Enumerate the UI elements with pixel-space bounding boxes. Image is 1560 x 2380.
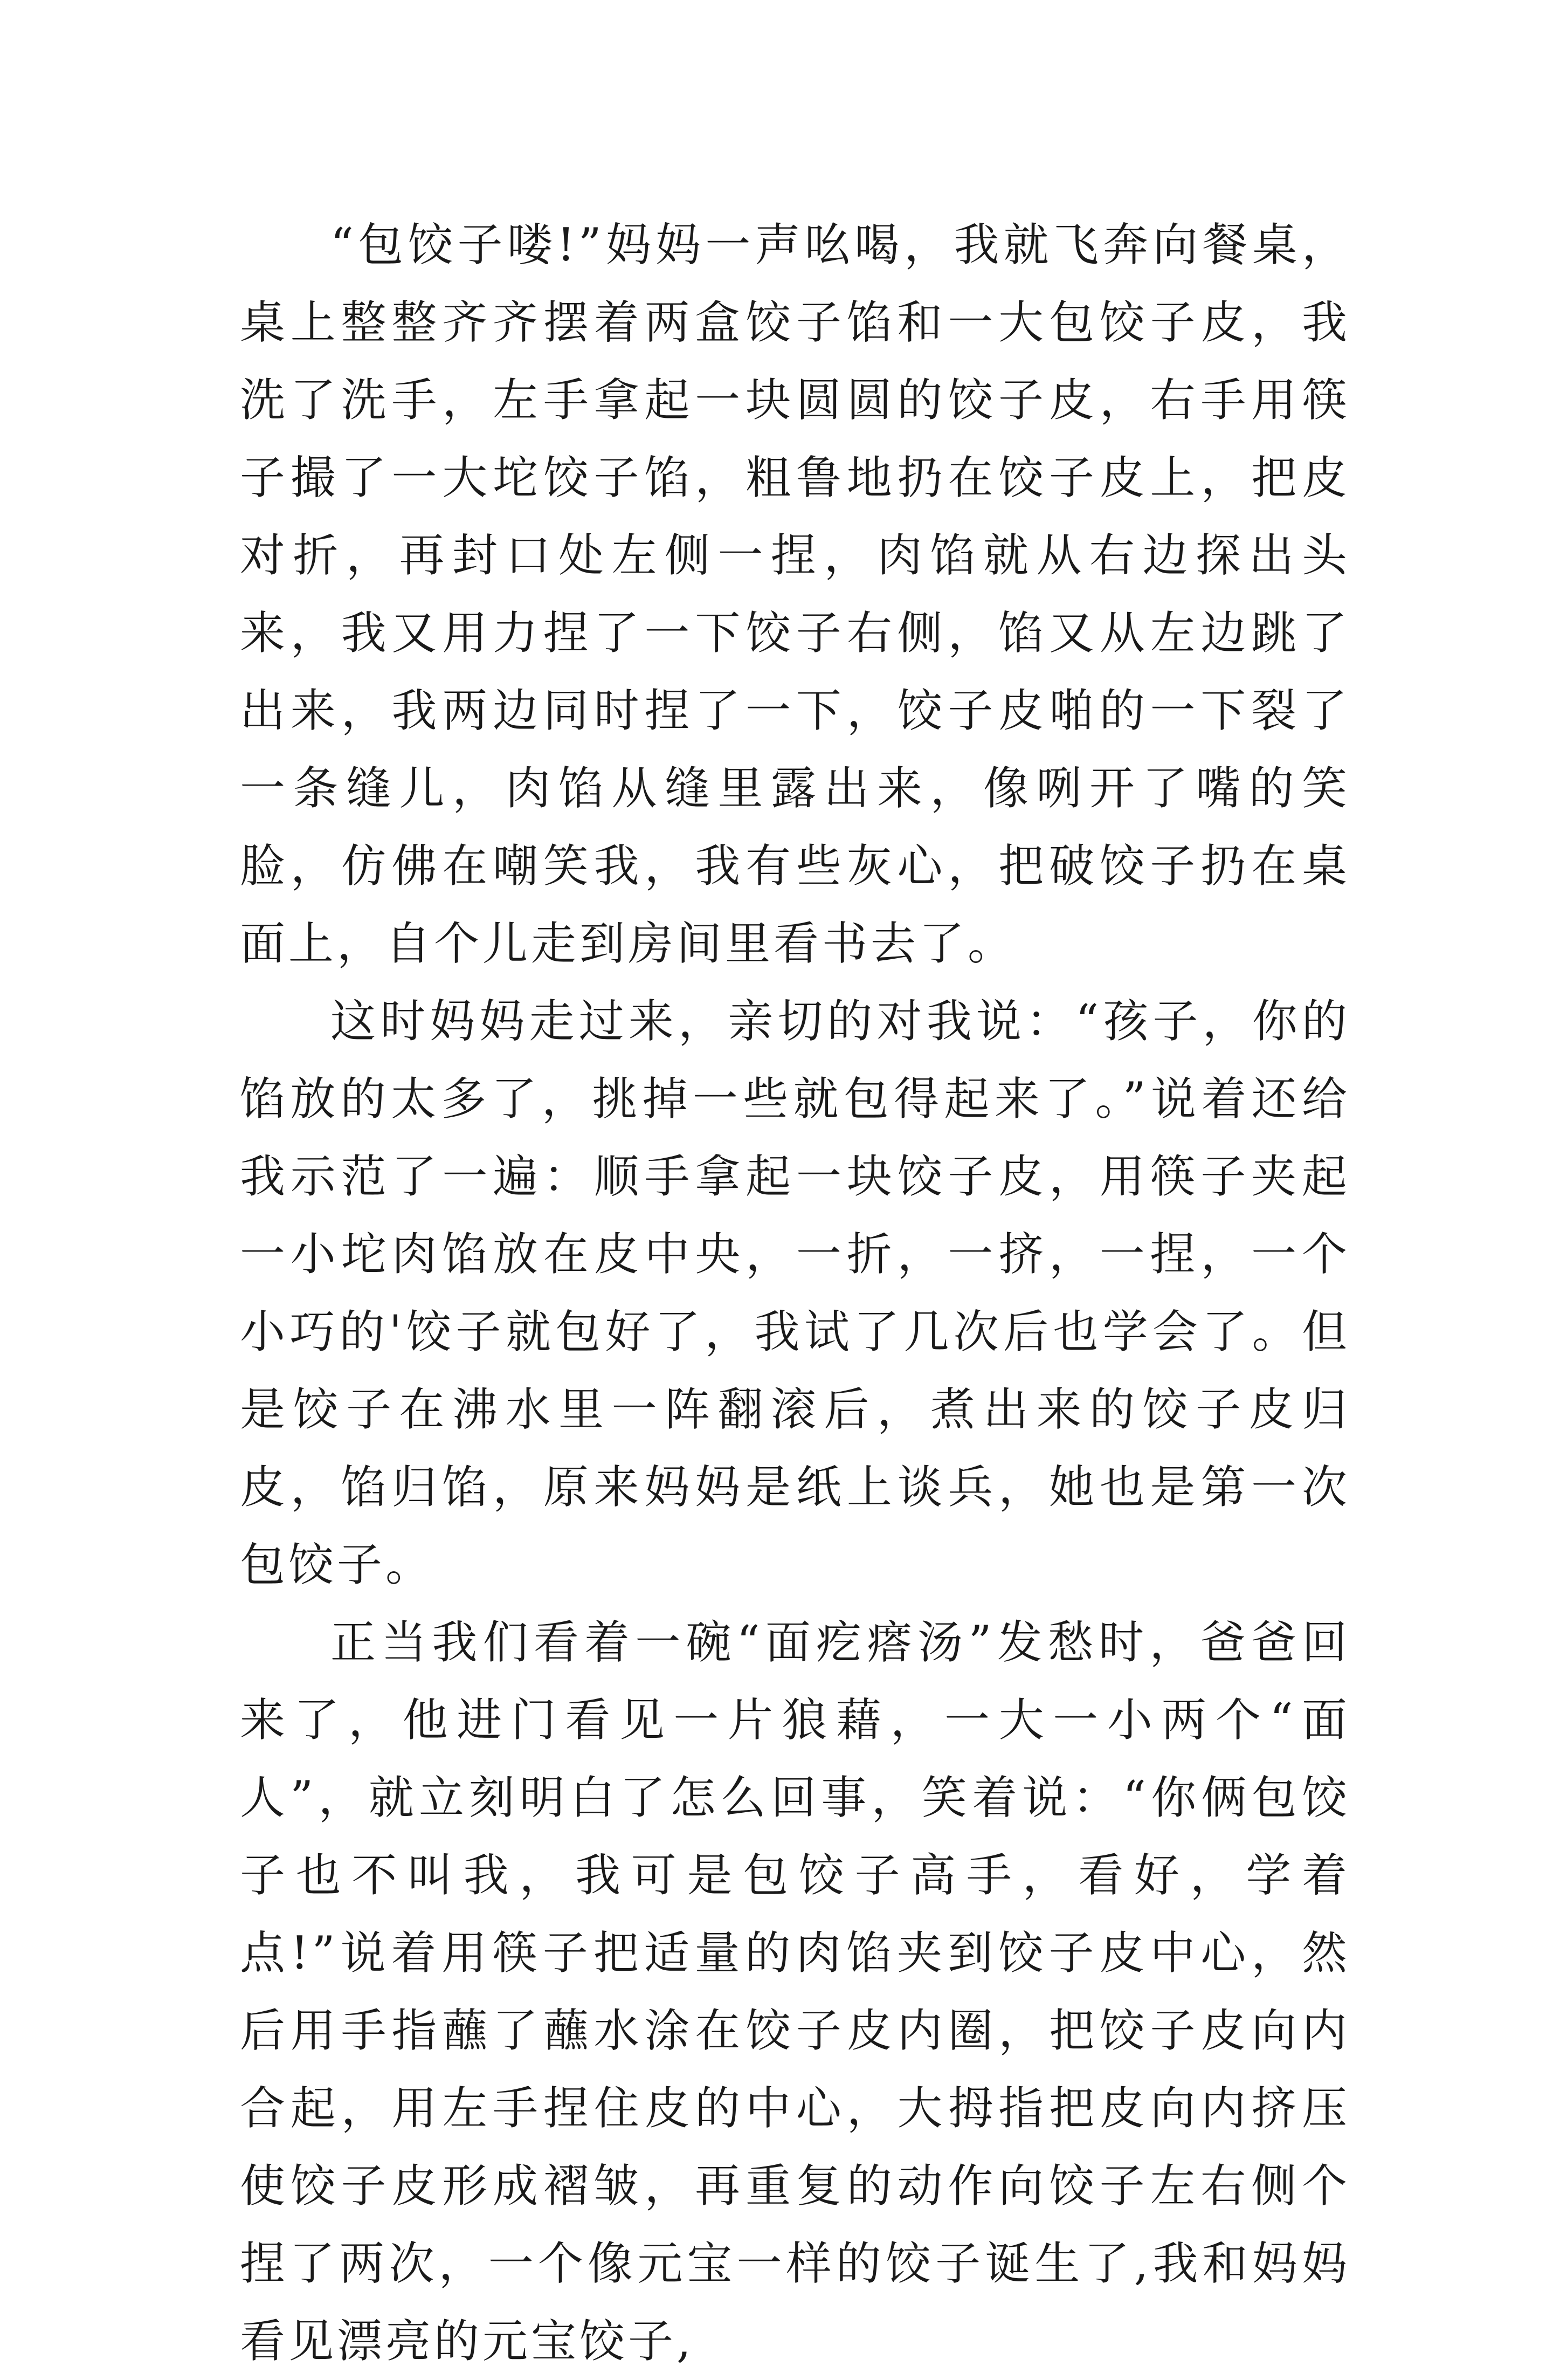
paragraph-2: 这时妈妈走过来，亲切的对我说：“孩子，你的馅放的太多了，挑掉一些就包得起来了。”说着还给我示范了一遍：顺手拿起一块饺子皮，用筷子夹起一小坨肉馅放在皮中央，一折，一挤，一捏，一个小巧的'饺子就包好了，我试了几次后也学会了。但是饺子在沸水里一阵翻滚后，煮出来的饺子皮归皮，馅归馅，原来妈妈是纸上谈兵，她也是第一次包饺子。: [240, 995, 1350, 1591]
document-body: [240, 206, 1350, 2380]
paragraph-1: “包饺子喽!”妈妈一声吆喝，我就飞奔向餐桌，桌上整整齐齐摆着两盒饺子馅和一大包饺子皮，我洗了洗手，左手拿起一块圆圆的饺子皮，右手用筷子撮了一大坨饺子馅，粗鲁地扔在饺子皮上，把皮对折，再封口处左侧一捏，肉馅就从右边探出头来，我又用力捏了一下饺子右侧，馅又从左边跳了出来，我两边同时捏了一下，饺子皮啪的一下裂了一条缝儿，肉馅从缝里露出来，像咧开了嘴的笑脸，仿佛在嘲笑我，我有些灰心，把破饺子扔在桌面上，自个儿走到房间里看书去了。: [240, 218, 1350, 970]
paragraph-3: 正当我们看着一碗“面疙瘩汤”发愁时，爸爸回来了，他进门看见一片狼藉，一大一小两个“面人”，就立刻明白了怎么回事，笑着说：“你俩包饺子也不叫我，我可是包饺子高手，看好，学着点!”说着用筷子把适量的肉馅夹到饺子皮中心，然后用手指蘸了蘸水涂在饺子皮内圈，把饺子皮向内合起，用左手捏住皮的中心，大拇指把皮向内挤压使饺子皮形成褶皱，再重复的动作向饺子左右侧个捏了两次，一个像元宝一样的饺子诞生了,我和妈妈看见漂亮的元宝饺子,: [240, 1616, 1350, 2368]
